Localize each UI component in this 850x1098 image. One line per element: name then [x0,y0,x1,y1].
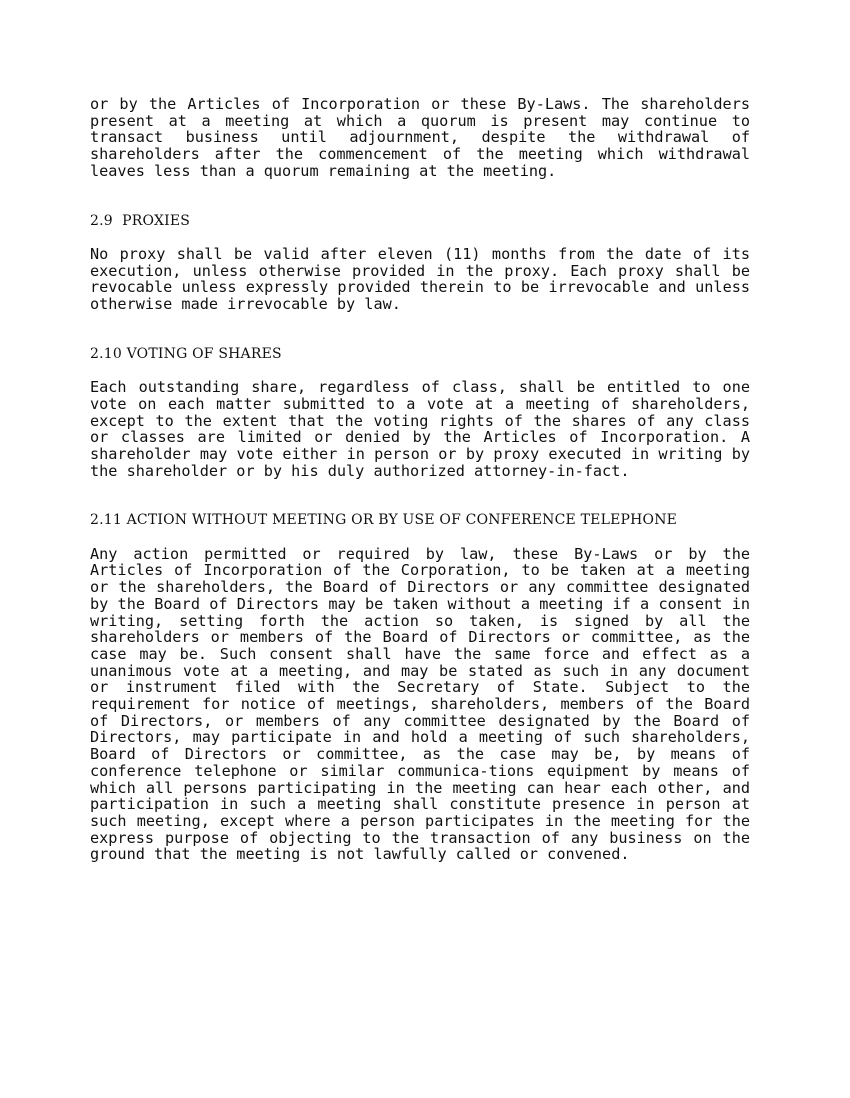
section-body-voting-of-shares: Each outstanding share, regardless of class, shall be entitled to one vote on each matter submitted to a vote at a meeting of shareholders, except to the extent that the voting rights of the shares of any class or classes are limited or denied by the Articles of Incorporation. A shareholder may vote either in person or by proxy executed in writing by the shareholder or by his duly authorized attorney-in-fact. [90,378,750,480]
heading-spacer [90,362,750,379]
section-spacer [90,479,750,512]
section-body-action-without-meeting: Any action permitted or required by law, these By-Laws or by the Articles of Incorporation of the Corporation, to be taken at a meeting or the shareholders, the Board of Directors or any committee designated by the Board of Directors may be taken without a meeting if a consent in writing, setting forth the action so taken, is signed by all the shareholders or members of the Board of Directors or committee, as the case may be. Such consent shall have the same force and effect as a unanimous vote at a meeting, and may be stated as such in any document or instrument filed with the Secretary of State. Subject to the requirement for notice of meetings, shareholders, members of the Board of Directors, or members of any committee designated by the Board of Directors, may participate in and hold a meeting of such shareholders, Board of Directors or committee, as the case may be, by means of conference telephone or similar communica-tions equipment by means of which all persons participating in the meeting can hear each other, and participation in such a meeting shall constitute presence in person at such meeting, except where a person participates in the meeting for the express purpose of objecting to the transaction of any business on the ground that the meeting is not lawfully called or convened. [90,544,750,864]
heading-spacer [90,229,750,246]
document-page [90,96,750,863]
section-heading-voting-of-shares: 2.10 VOTING OF SHARES [90,345,282,362]
section-heading-proxies: 2.9 PROXIES [90,212,191,229]
heading-spacer [90,529,750,546]
section-spacer [90,313,750,346]
section-body-proxies: No proxy shall be valid after eleven (11) months from the date of its execution, unless otherwise provided in the proxy. Each proxy shall be revocable unless expressly provided therein to be irrevocable and unless otherwise made irrevocable by law. [90,244,750,314]
intro-paragraph: or by the Articles of Incorporation or these By-Laws. The shareholders present at a meeting at which a quorum is present may continue to transact business until adjournment, despite the withdrawal of shareholders after the commencement of the meeting which withdrawal leaves less than a quorum remaining at the meeting. [90,95,750,180]
section-spacer [90,180,750,213]
section-heading-action-without-meeting: 2.11 ACTION WITHOUT MEETING OR BY USE OF CONFERENCE TELEPHONE [90,512,678,529]
